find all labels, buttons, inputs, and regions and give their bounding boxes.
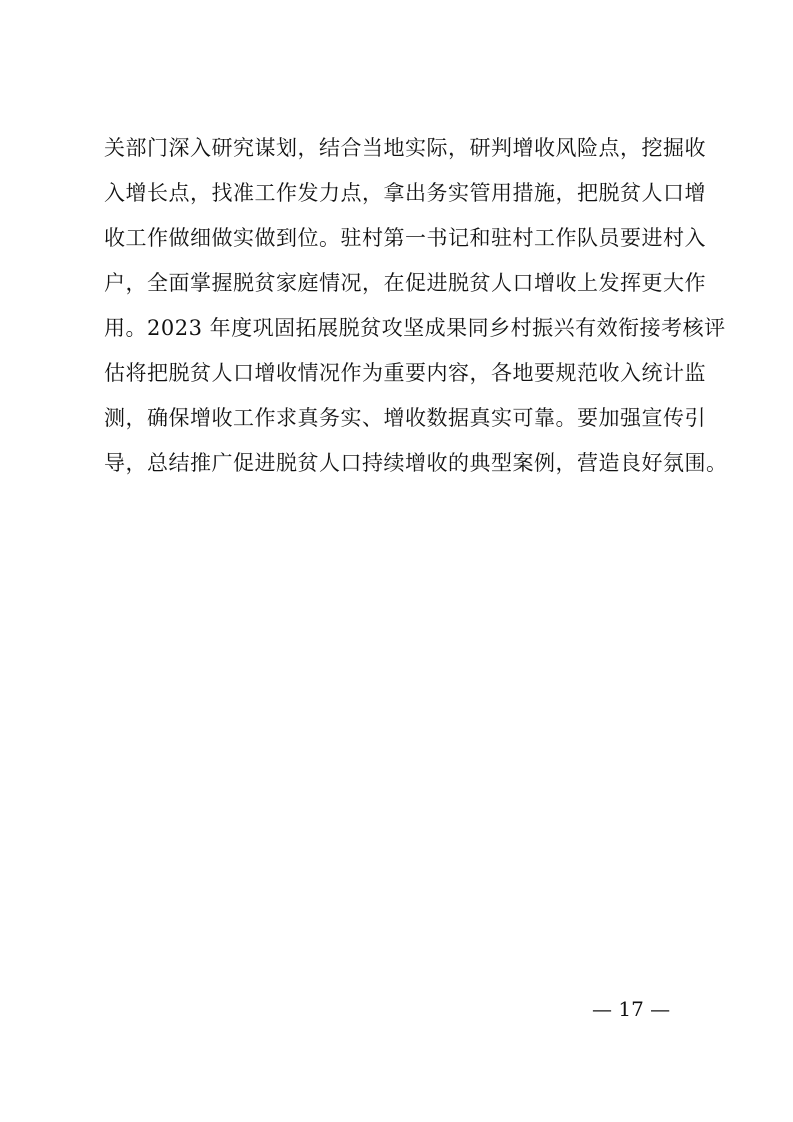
text-line-5: 用。2023 年度巩固拓展脱贫攻坚成果同乡村振兴有效衔接考核评 (104, 316, 726, 340)
text-line-1: 关部门深入研究谋划，结合当地实际，研判增收风险点，挖掘收 (104, 136, 706, 160)
text-line-6: 估将把脱贫人口增收情况作为重要内容，各地要规范收入统计监 (104, 361, 706, 385)
text-line-2: 入增长点，找准工作发力点，拿出务实管用措施，把脱贫人口增 (104, 181, 706, 205)
text-line-8: 导，总结推广促进脱贫人口持续增收的典型案例，营造良好氛围。 (104, 451, 728, 475)
text-line-4: 户，全面掌握脱贫家庭情况，在促进脱贫人口增收上发挥更大作 (104, 271, 706, 295)
text-line-7: 测，确保增收工作求真务实、增收数据真实可靠。要加强宣传引 (104, 406, 706, 430)
text-line-3: 收工作做细做实做到位。驻村第一书记和驻村工作队员要进村入 (104, 226, 706, 250)
body-paragraph (104, 126, 728, 486)
page-number: — 17 — (592, 997, 671, 1021)
